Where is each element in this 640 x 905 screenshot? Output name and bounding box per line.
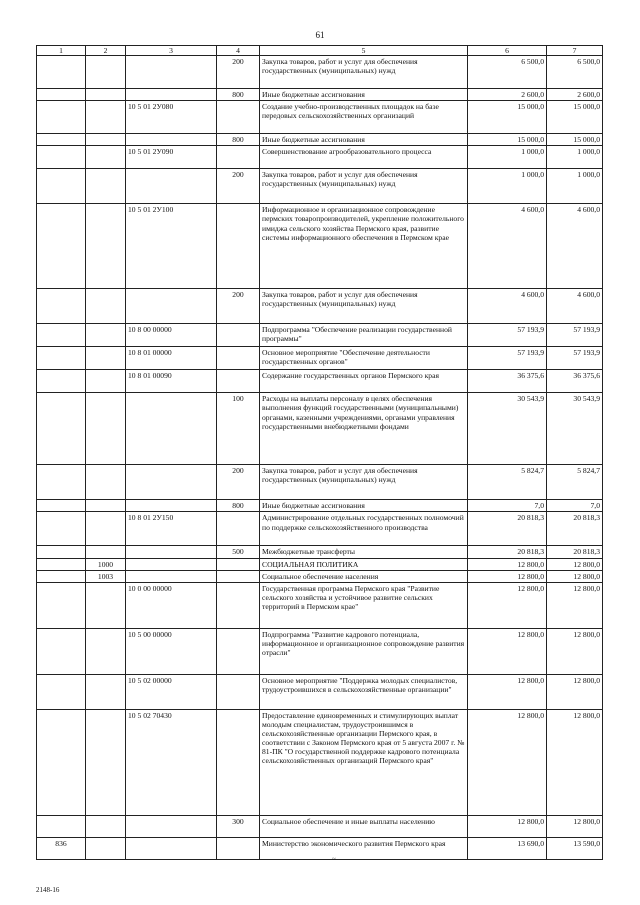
cell-col-6: 12 800,0 (468, 558, 547, 570)
cell-col-7: 36 375,6 (547, 370, 603, 393)
cell-col-7: 6 500,0 (547, 56, 603, 89)
header-cell-7: 7 (547, 46, 603, 56)
cell-col-3: 10 5 02 70430 (126, 709, 217, 815)
cell-col-7: 15 000,0 (547, 101, 603, 134)
cell-col-1 (37, 56, 86, 89)
table-row (37, 370, 603, 393)
cell-col-4 (217, 347, 260, 370)
cell-col-4 (217, 558, 260, 570)
cell-col-2 (86, 500, 126, 512)
cell-col-6: 12 800,0 (468, 674, 547, 709)
cell-col-6: 12 800,0 (468, 628, 547, 674)
cell-col-7: 12 800,0 (547, 570, 603, 582)
cell-col-2 (86, 393, 126, 465)
cell-col-1 (37, 370, 86, 393)
cell-col-7: 15 000,0 (547, 134, 603, 146)
table-row (37, 570, 603, 582)
cell-col-4 (217, 582, 260, 628)
cell-col-7: 1 000,0 (547, 146, 603, 169)
cell-col-3 (126, 169, 217, 204)
cell-col-4: 200 (217, 289, 260, 324)
cell-col-5: Закупка товаров, работ и услуг для обеспечения государственных (муниципальных) нужд (260, 289, 468, 324)
cell-col-3: 10 5 01 2У080 (126, 101, 217, 134)
cell-col-7: 13 590,0 (547, 837, 603, 859)
cell-col-4 (217, 101, 260, 134)
cell-col-5: Иные бюджетные ассигнования (260, 89, 468, 101)
cell-col-4 (217, 146, 260, 169)
cell-col-1 (37, 546, 86, 558)
cell-col-7: 20 818,3 (547, 546, 603, 558)
cell-col-2 (86, 204, 126, 289)
cell-col-4 (217, 709, 260, 815)
cell-col-3: 10 5 00 00000 (126, 628, 217, 674)
cell-col-1: 836 (37, 837, 86, 859)
cell-col-6: 6 500,0 (468, 56, 547, 89)
cell-col-3 (126, 815, 217, 837)
table-row (37, 347, 603, 370)
cell-col-2 (86, 101, 126, 134)
cell-col-7: 12 800,0 (547, 582, 603, 628)
cell-col-7: 7,0 (547, 500, 603, 512)
table-row (37, 709, 603, 815)
cell-col-2 (86, 815, 126, 837)
cell-col-5: Администрирование отдельных государственных полномочий по поддержке сельскохозяйственного производства (260, 512, 468, 546)
cell-col-6: 20 818,3 (468, 546, 547, 558)
cell-col-2 (86, 837, 126, 859)
table-row (37, 500, 603, 512)
cell-col-7: 1 000,0 (547, 169, 603, 204)
cell-col-2 (86, 324, 126, 347)
cell-col-1 (37, 101, 86, 134)
cell-col-6: 15 000,0 (468, 134, 547, 146)
cell-col-6: 7,0 (468, 500, 547, 512)
cell-col-1 (37, 289, 86, 324)
cell-col-1 (37, 146, 86, 169)
table-row (37, 558, 603, 570)
table-row (37, 146, 603, 169)
cell-col-1 (37, 347, 86, 370)
page-number: 61 (315, 30, 325, 40)
cell-col-4: 800 (217, 500, 260, 512)
cell-col-2 (86, 546, 126, 558)
cell-col-1 (37, 582, 86, 628)
cell-col-7: 12 800,0 (547, 815, 603, 837)
cell-col-2 (86, 512, 126, 546)
cell-col-2 (86, 134, 126, 146)
cell-col-5: СОЦИАЛЬНАЯ ПОЛИТИКА (260, 558, 468, 570)
table-row (37, 204, 603, 289)
cell-col-2 (86, 89, 126, 101)
cell-col-1 (37, 465, 86, 500)
cell-col-7: 12 800,0 (547, 709, 603, 815)
cell-col-3 (126, 558, 217, 570)
cell-col-7: 57 193,9 (547, 324, 603, 347)
header-cell-1: 1 (37, 46, 86, 56)
cell-col-3: 10 8 01 00000 (126, 347, 217, 370)
cell-col-3: 10 5 01 2У100 (126, 204, 217, 289)
cell-col-7: 12 800,0 (547, 674, 603, 709)
cell-col-2 (86, 169, 126, 204)
cell-col-2 (86, 674, 126, 709)
cell-col-5: Совершенствование агрообразовательного процесса (260, 146, 468, 169)
cell-col-4 (217, 512, 260, 546)
header-cell-2: 2 (86, 46, 126, 56)
cell-col-7: 2 600,0 (547, 89, 603, 101)
cell-col-5: Иные бюджетные ассигнования (260, 500, 468, 512)
cell-col-5: Государственная программа Пермского края "Развитие сельского хозяйства и устойчивое развитие сельских территорий в Пермском крае" (260, 582, 468, 628)
cell-col-4 (217, 204, 260, 289)
cell-col-6: 4 600,0 (468, 204, 547, 289)
cell-col-6: 1 000,0 (468, 146, 547, 169)
cell-col-3 (126, 546, 217, 558)
cell-col-5: Основное мероприятие "Поддержка молодых специалистов, трудоустроившихся в сельскохозяйственные организации" (260, 674, 468, 709)
table-row (37, 89, 603, 101)
cell-col-5: Социальное обеспечение населения (260, 570, 468, 582)
header-cell-5: 5 (260, 46, 468, 56)
cell-col-3: 10 5 01 2У090 (126, 146, 217, 169)
cell-col-6: 12 800,0 (468, 570, 547, 582)
cell-col-2: 1000 (86, 558, 126, 570)
cell-col-3 (126, 289, 217, 324)
cell-col-1 (37, 204, 86, 289)
cell-col-5: Закупка товаров, работ и услуг для обеспечения государственных (муниципальных) нужд (260, 169, 468, 204)
cell-col-3 (126, 465, 217, 500)
cell-col-4 (217, 370, 260, 393)
cell-col-2 (86, 56, 126, 89)
cell-col-1 (37, 558, 86, 570)
cell-col-1 (37, 628, 86, 674)
cell-col-7: 57 193,9 (547, 347, 603, 370)
table-row (37, 101, 603, 134)
cell-col-4: 200 (217, 169, 260, 204)
cell-col-7: 12 800,0 (547, 558, 603, 570)
cell-col-6: 57 193,9 (468, 324, 547, 347)
cell-col-4 (217, 837, 260, 859)
cell-col-7: 4 600,0 (547, 289, 603, 324)
cell-col-3 (126, 500, 217, 512)
cell-col-1 (37, 815, 86, 837)
cell-col-4: 500 (217, 546, 260, 558)
cell-col-5: Подпрограмма "Обеспечение реализации государственной программы" (260, 324, 468, 347)
cell-col-1 (37, 169, 86, 204)
cell-col-3: 10 5 02 00000 (126, 674, 217, 709)
header-cell-4: 4 (217, 46, 260, 56)
cell-col-1 (37, 89, 86, 101)
cell-col-3: 10 8 01 00090 (126, 370, 217, 393)
cell-col-5: Информационное и организационное сопровождение пермских товаропроизводителей, укрепление положительного имиджа сельского хозяйства Пермского края, развитие системы информационного обеспечения в Пермском крае (260, 204, 468, 289)
cell-col-1 (37, 500, 86, 512)
cell-col-3: 10 8 01 2У150 (126, 512, 217, 546)
cell-col-2 (86, 628, 126, 674)
cell-col-7: 4 600,0 (547, 204, 603, 289)
cell-col-1 (37, 393, 86, 465)
cell-col-2 (86, 709, 126, 815)
cell-col-2 (86, 289, 126, 324)
cell-col-4: 800 (217, 134, 260, 146)
cell-col-6: 12 800,0 (468, 709, 547, 815)
header-row (37, 46, 603, 56)
cell-col-4: 800 (217, 89, 260, 101)
cell-col-4: 300 (217, 815, 260, 837)
table-row (37, 512, 603, 546)
table-row (37, 815, 603, 837)
cell-col-5: Социальное обеспечение и иные выплаты населению (260, 815, 468, 837)
cell-col-5: Закупка товаров, работ и услуг для обеспечения государственных (муниципальных) нужд (260, 465, 468, 500)
table-row (37, 324, 603, 347)
header-cell-3: 3 (126, 46, 217, 56)
table-row (37, 289, 603, 324)
cell-col-4: 100 (217, 393, 260, 465)
cell-col-4 (217, 674, 260, 709)
cell-col-6: 5 824,7 (468, 465, 547, 500)
cell-col-1 (37, 570, 86, 582)
cell-col-2 (86, 370, 126, 393)
cell-col-3 (126, 56, 217, 89)
table-row (37, 393, 603, 465)
cell-col-6: 57 193,9 (468, 347, 547, 370)
cell-col-1 (37, 512, 86, 546)
table-row (37, 56, 603, 89)
cell-col-6: 4 600,0 (468, 289, 547, 324)
header-cell-6: 6 (468, 46, 547, 56)
cell-col-2 (86, 465, 126, 500)
footer-code: 2148-16 (36, 886, 60, 894)
cell-col-1 (37, 674, 86, 709)
cell-col-6: 15 000,0 (468, 101, 547, 134)
cell-col-3: 10 0 00 00000 (126, 582, 217, 628)
cell-col-6: 36 375,6 (468, 370, 547, 393)
budget-table (36, 45, 603, 860)
cell-col-5: Содержание государственных органов Пермского края (260, 370, 468, 393)
cell-col-4: 200 (217, 56, 260, 89)
cell-col-4: 200 (217, 465, 260, 500)
cell-col-5: Министерство экономического развития Пермского края (260, 837, 468, 859)
table-row (37, 674, 603, 709)
cell-col-5: Подпрограмма "Развитие кадрового потенциала, информационное и организационное сопровождение развития отрасли" (260, 628, 468, 674)
cell-col-7: 30 543,9 (547, 393, 603, 465)
cell-col-1 (37, 709, 86, 815)
cell-col-6: 2 600,0 (468, 89, 547, 101)
cell-col-4 (217, 570, 260, 582)
cell-col-6: 12 800,0 (468, 815, 547, 837)
cell-col-7: 12 800,0 (547, 628, 603, 674)
cell-col-4 (217, 324, 260, 347)
table-row (37, 582, 603, 628)
cell-col-6: 13 690,0 (468, 837, 547, 859)
table-row (37, 837, 603, 859)
cell-col-1 (37, 324, 86, 347)
cell-col-2 (86, 146, 126, 169)
cell-col-5: Расходы на выплаты персоналу в целях обеспечения выполнения функций государственными (муниципальными) органами, казенными учреждениями, органами управления государственными внебюджетными фондами (260, 393, 468, 465)
cell-col-3 (126, 570, 217, 582)
table-row (37, 546, 603, 558)
table-row (37, 628, 603, 674)
cell-col-5: Межбюджетные трансферты (260, 546, 468, 558)
cell-col-2: 1003 (86, 570, 126, 582)
cell-col-5: Основное мероприятие "Обеспечение деятельности государственных органов" (260, 347, 468, 370)
cell-col-3 (126, 393, 217, 465)
cell-col-7: 20 818,3 (547, 512, 603, 546)
cell-col-4 (217, 628, 260, 674)
cell-col-6: 20 818,3 (468, 512, 547, 546)
table-row (37, 169, 603, 204)
table-row (37, 134, 603, 146)
table-row (37, 465, 603, 500)
cell-col-3: 10 8 00 00000 (126, 324, 217, 347)
cell-col-3 (126, 89, 217, 101)
cell-col-5: Закупка товаров, работ и услуг для обеспечения государственных (муниципальных) нужд (260, 56, 468, 89)
cell-col-5: Предоставление единовременных и стимулирующих выплат молодым специалистам, трудоустроившимся в сельскохозяйственные организации Пермского края, в соответствии с Законом Пермского края от 5 августа 2007 г. № 81-ПК "О государственной поддержке кадрового потенциала сельскохозяйственных организаций Пермского края" (260, 709, 468, 815)
cell-col-6: 1 000,0 (468, 169, 547, 204)
cell-col-5: Иные бюджетные ассигнования (260, 134, 468, 146)
cell-col-6: 12 800,0 (468, 582, 547, 628)
cell-col-3 (126, 134, 217, 146)
cell-col-3 (126, 837, 217, 859)
cell-col-1 (37, 134, 86, 146)
cell-col-2 (86, 582, 126, 628)
cell-col-7: 5 824,7 (547, 465, 603, 500)
cell-col-2 (86, 347, 126, 370)
stray-mark: ~ (332, 855, 336, 863)
cell-col-5: Создание учебно-производственных площадок на базе передовых сельскохозяйственных организаций (260, 101, 468, 134)
cell-col-6: 30 543,9 (468, 393, 547, 465)
